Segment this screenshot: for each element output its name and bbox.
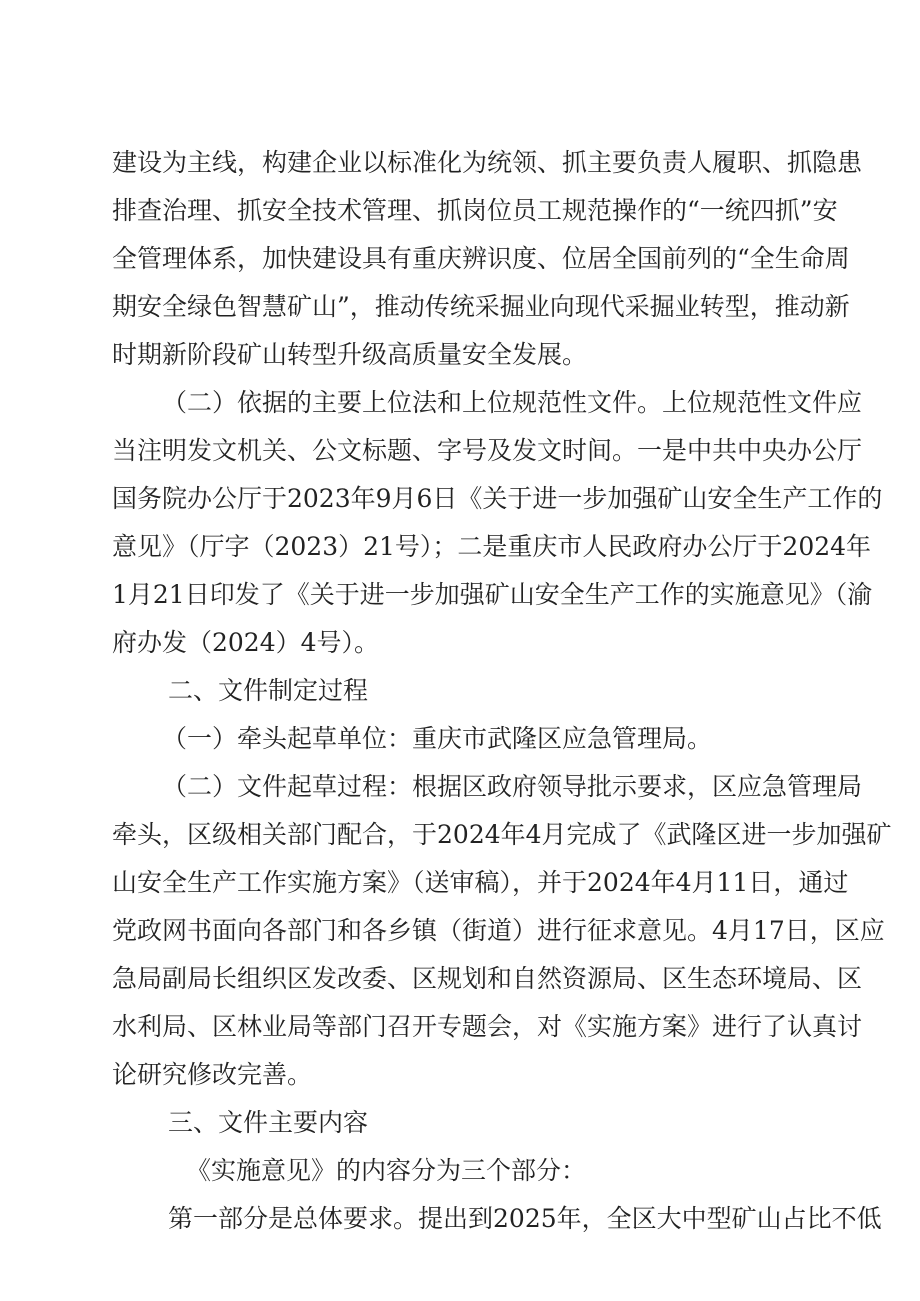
text-line: 《实施意见》的内容分为三个部分： (186, 1156, 587, 1185)
text-line: 期安全绿色智慧矿山”，推动传统采掘业向现代采掘业转型，推动新 (112, 292, 850, 321)
section-heading-2: 二、文件制定过程 (168, 676, 369, 705)
text-line: 第一部分是总体要求。提出到2025年，全区大中型矿山占比不低 (168, 1204, 882, 1233)
text-line: 论研究修改完善。 (112, 1060, 313, 1089)
text-line: 府办发（2024）4号）。 (112, 628, 380, 657)
text-line: 全管理体系，加快建设具有重庆辨识度、位居全国前列的“全生命周 (112, 244, 850, 273)
text-line: 水利局、区林业局等部门召开专题会，对《实施方案》进行了认真讨 (112, 1012, 863, 1041)
subsection-drafting-process: （二）文件起草过程：根据区政府领导批示要求，区应急管理局 (162, 772, 863, 801)
text-line: 排查治理、抓安全技术管理、抓岗位员工规范操作的“一统四抓”安 (112, 196, 838, 225)
section-heading-2-basis: （二）依据的主要上位法和上位规范性文件。上位规范性文件应 (162, 388, 863, 417)
text-line: 党政网书面向各部门和各乡镇（街道）进行征求意见。4月17日，区应 (112, 916, 885, 945)
text-line: 当注明发文机关、公文标题、字号及发文时间。一是中共中央办公厅 (112, 436, 863, 465)
subsection-drafting-unit: （一）牵头起草单位：重庆市武隆区应急管理局。 (162, 724, 713, 753)
document-body (112, 139, 892, 1243)
text-line: 意见》（厅字（2023）21号）；二是重庆市人民政府办公厅于2024年 (112, 532, 872, 561)
text-line: 急局副局长组织区发改委、区规划和自然资源局、区生态环境局、区 (112, 964, 863, 993)
text-line: 时期新阶段矿山转型升级高质量安全发展。 (112, 340, 588, 369)
text-line: 国务院办公厅于2023年9月6日《关于进一步加强矿山安全生产工作的 (112, 484, 883, 513)
text-line: 山安全生产工作实施方案》（送审稿），并于2024年4月11日，通过 (112, 868, 849, 897)
text-line: 建设为主线，构建企业以标准化为统领、抓主要负责人履职、抓隐患 (112, 148, 863, 177)
section-heading-3: 三、文件主要内容 (168, 1108, 369, 1137)
text-line: 1月21日印发了《关于进一步加强矿山安全生产工作的实施意见》（渝 (112, 580, 873, 609)
text-line: 牵头，区级相关部门配合，于2024年4月完成了《武隆区进一步加强矿 (112, 820, 892, 849)
